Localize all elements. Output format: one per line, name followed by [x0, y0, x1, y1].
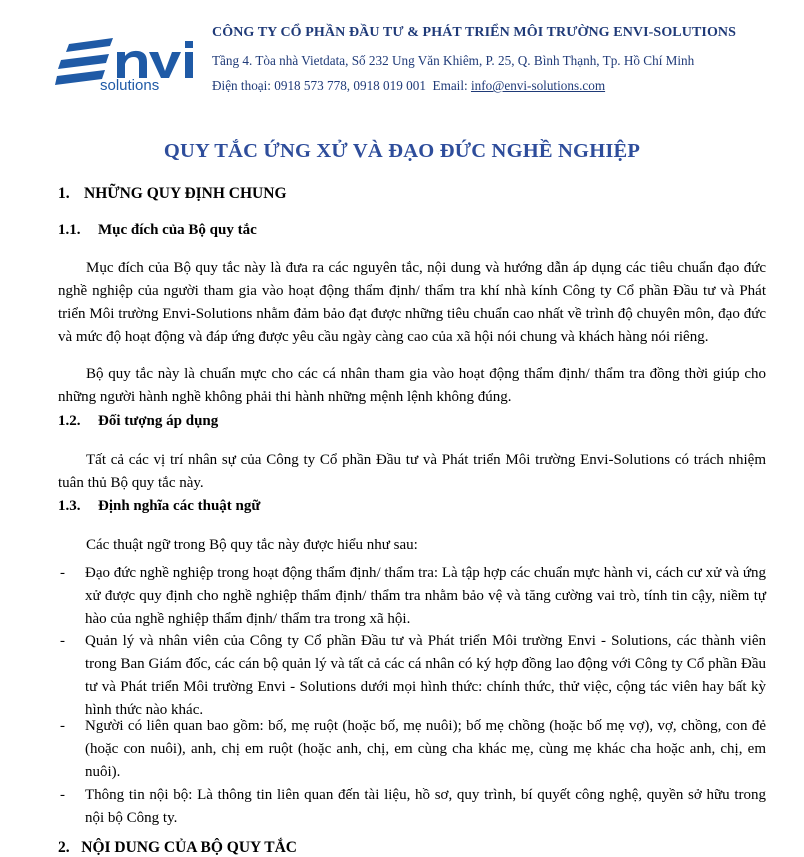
section-number: 1.1.	[58, 222, 81, 238]
section-title: Đối tượng áp dụng	[98, 413, 219, 429]
list-item-text: Người có liên quan bao gồm: bố, mẹ ruột (hoặc bố, mẹ nuôi); bố mẹ chồng (hoặc bố mẹ vợ), vợ, chồng, con đẻ (hoặc con nuôi), anh, chị em ruột (hoặc anh, chị, em cùng cha khác mẹ, cùng mẹ khác cha hoặc anh, chị, em nuôi).	[85, 718, 766, 780]
company-address: Tầng 4. Tòa nhà Vietdata, Số 232 Ung Văn Khiêm, P. 25, Q. Bình Thạnh, Tp. Hồ Chí Minh	[212, 53, 695, 68]
list-item	[58, 784, 766, 830]
section-heading-1-1	[58, 222, 257, 239]
paragraph-terms-intro: Các thuật ngữ trong Bộ quy tắc này được hiểu như sau:	[86, 537, 418, 553]
paragraph-purpose: Mục đích của Bộ quy tắc này là đưa ra các nguyên tắc, nội dung và hướng dẫn áp dụng các tiêu chuẩn đạo đức nghề nghiệp của người tham gia vào hoạt động thẩm định/ thẩm tra khí nhà kính Công ty Cổ phần Đầu tư và Phát triển Môi trường Envi-Solutions nhằm đảm bảo đạt được những tiêu chuẩn cao nhất về trình độ chuyên môn, đạo đức và mức độ hoạt động và đáp ứng được yêu cầu ngày càng cao của xã hội nói chung và khách hàng nói riêng.	[58, 260, 766, 345]
section-number: 1.	[58, 185, 70, 202]
paragraph-standard: Bộ quy tắc này là chuẩn mực cho các cá nhân tham gia vào hoạt động thẩm định/ thẩm tra đồng thời giúp cho những người hành nghề không phải thi hành những mệnh lệnh không đúng.	[58, 366, 766, 405]
email-link[interactable]: info@envi-solutions.com	[470, 78, 606, 93]
bullet-dash: -	[60, 787, 65, 803]
section-number: 1.2.	[58, 413, 81, 429]
company-name: CÔNG TY CỔ PHẦN ĐẦU TƯ & PHÁT TRIỂN MÔI TRƯỜNG ENVI-SOLUTIONS	[212, 25, 737, 40]
section-title: Định nghĩa các thuật ngữ	[98, 498, 261, 514]
section-heading-1-2	[58, 413, 218, 430]
section-heading-1-3	[58, 498, 260, 515]
page-title: QUY TẮC ỨNG XỬ VÀ ĐẠO ĐỨC NGHỀ NGHIỆP	[163, 140, 641, 162]
list-item-text: Quản lý và nhân viên của Công ty Cổ phần Đầu tư và Phát triển Môi trường Envi - Solutions, các thành viên trong Ban Giám đốc, các cán bộ quản lý và tất cả các cá nhân có ký hợp đồng lao động với Công ty Cổ phần Đầu tư và Phát triển Môi trường Envi - Solutions dưới mọi hình thức: chính thức, thử việc, cộng tác viên hay bất kỳ hình thức nào khác.	[85, 633, 766, 718]
company-contact	[212, 78, 605, 94]
list-item	[58, 562, 766, 631]
section-number: 1.3.	[58, 498, 81, 514]
paragraph-scope: Tất cả các vị trí nhân sự của Công ty Cổ phần Đầu tư và Phát triển Môi trường Envi-Solutions có trách nhiệm tuân thủ Bộ quy tắc này.	[58, 452, 766, 491]
phone-text: Điện thoại: 0918 573 778, 0918 019 001 Email:	[212, 78, 471, 93]
bullet-dash: -	[60, 633, 65, 649]
logo-subtitle: solutions	[100, 77, 160, 94]
section-title: NHỮNG QUY ĐỊNH CHUNG	[84, 185, 287, 202]
list-item	[58, 715, 766, 784]
section-heading-2-partial: 2. NỘI DUNG CỦA BỘ QUY TẮC	[58, 839, 297, 856]
list-item-text: Thông tin nội bộ: Là thông tin liên quan đến tài liệu, hồ sơ, quy trình, bí quyết công nghệ, quyền sở hữu trong nội bộ Công ty.	[85, 787, 766, 826]
bullet-dash: -	[60, 718, 65, 734]
section-heading-1	[58, 185, 287, 203]
section-title: Mục đích của Bộ quy tắc	[98, 222, 257, 238]
list-item-text: Đạo đức nghề nghiệp trong hoạt động thẩm định/ thẩm tra: Là tập hợp các chuẩn mực hành vi, cách cư xử và ứng xử được quy định cho nghề nghiệp thẩm định/ thẩm tra nhằm bảo vệ và tăng cường vai trò, tính tin cậy, niềm tự hào của nghề nghiệp thẩm định/ thẩm tra trong xã hội.	[85, 565, 766, 627]
list-item	[58, 630, 766, 722]
bullet-dash: -	[60, 565, 65, 581]
